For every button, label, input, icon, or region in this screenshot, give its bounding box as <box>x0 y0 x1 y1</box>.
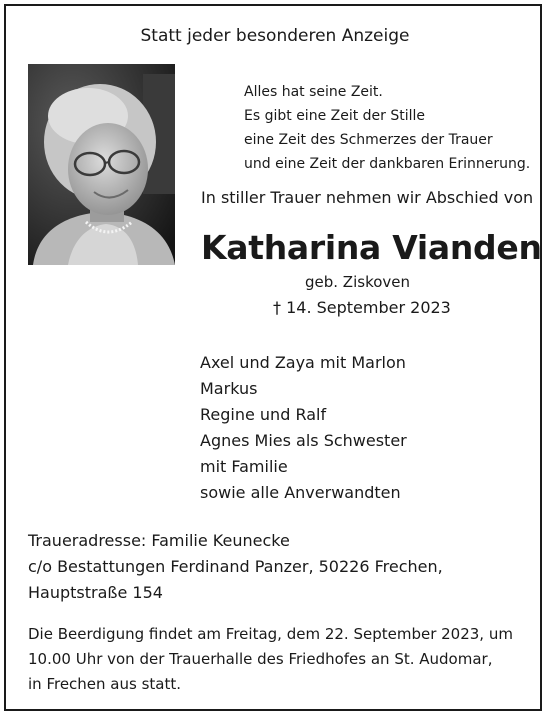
funeral-line: in Frechen aus statt. <box>28 675 182 693</box>
mourner-line: Markus <box>200 379 258 398</box>
funeral-info <box>28 622 513 697</box>
poem-line: eine Zeit des Schmerzes der Trauer <box>244 132 493 148</box>
notice-header: Statt jeder besonderen Anzeige <box>140 26 410 46</box>
mourners-list <box>200 350 407 506</box>
funeral-line: Die Beerdigung findet am Freitag, dem 22. September 2023, um <box>28 625 513 643</box>
mourning-address <box>28 528 443 606</box>
mourner-line: Regine und Ralf <box>200 405 327 424</box>
mourner-line: sowie alle Anverwandten <box>200 483 401 502</box>
mourner-line: Agnes Mies als Schwester <box>200 431 407 450</box>
address-line: Hauptstraße 154 <box>28 583 163 602</box>
funeral-line: 10.00 Uhr von der Trauerhalle des Friedhofes an St. Audomar, <box>28 650 493 668</box>
poem-line: Alles hat seine Zeit. <box>244 84 383 100</box>
birth-name: geb. Ziskoven <box>305 273 411 291</box>
address-line: c/o Bestattungen Ferdinand Panzer, 50226 Frechen, <box>28 557 443 576</box>
deceased-name: Katharina Vianden <box>201 228 542 267</box>
death-date: † 14. September 2023 <box>273 298 451 317</box>
portrait-photo <box>28 64 175 265</box>
poem-line: und eine Zeit der dankbaren Erinnerung. <box>244 156 531 172</box>
poem-line: Es gibt eine Zeit der Stille <box>244 108 426 124</box>
mourner-line: Axel und Zaya mit Marlon <box>200 353 406 372</box>
farewell-intro: In stiller Trauer nehmen wir Abschied von <box>201 188 534 207</box>
mourner-line: mit Familie <box>200 457 288 476</box>
poem <box>244 80 530 176</box>
address-line: Traueradresse: Familie Keunecke <box>28 531 290 550</box>
